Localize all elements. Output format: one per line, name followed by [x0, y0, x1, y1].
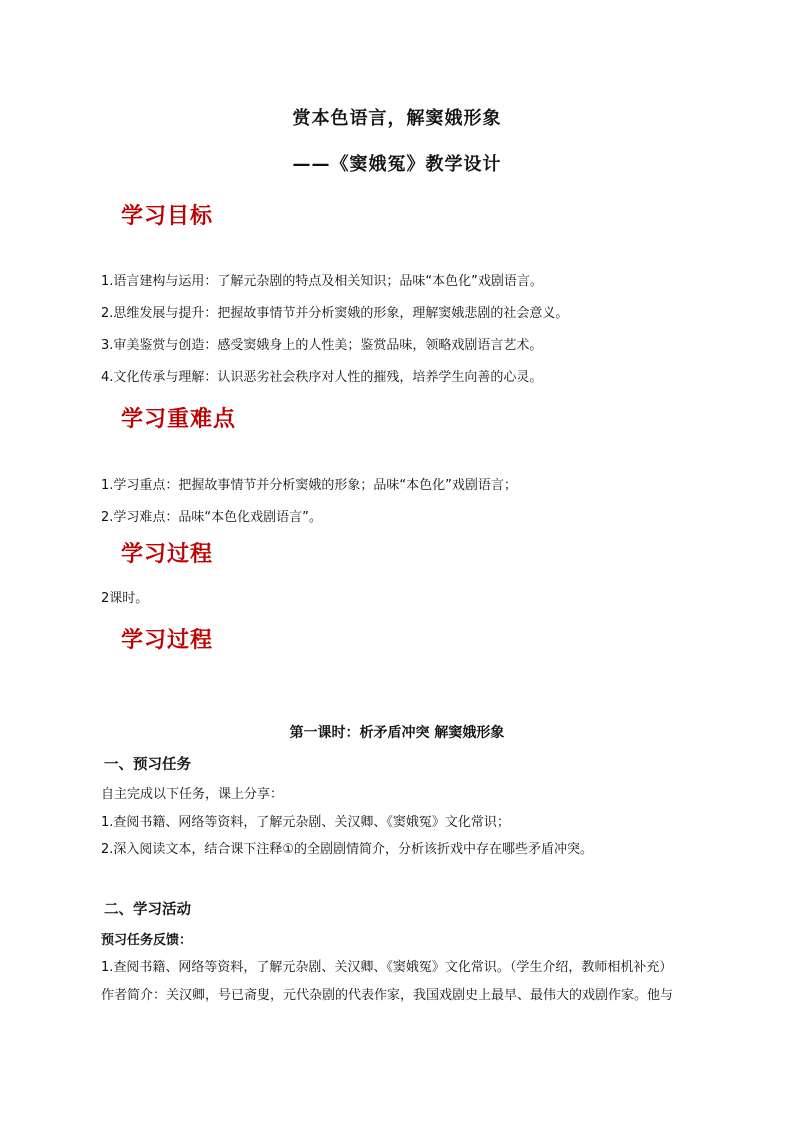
preview-item: 1.查阅书籍、网络等资料，了解元杂剧、关汉卿、《窦娥冤》文化常识； [101, 815, 510, 830]
section-heading-objectives: 学习目标 [121, 203, 214, 229]
section-heading-process: 学习过程 [121, 541, 214, 567]
activity-heading: 二、学习活动 [104, 902, 191, 918]
activity-item: 1.查阅书籍、网络等资料，了解元杂剧、关汉卿、《窦娥冤》文化常识。（学生介绍，教师相机补充） [101, 960, 673, 975]
preview-heading: 一、预习任务 [104, 757, 191, 773]
document-title: 赏本色语言，解窦娥形象 [292, 108, 502, 129]
section-heading-keypoints: 学习重难点 [121, 406, 237, 432]
lesson-title: 第一课时：析矛盾冲突 解窦娥形象 [289, 725, 505, 741]
keypoint-item: 1.学习重点：把握故事情节并分析窦娥的形象；品味“本色化”戏剧语言； [101, 478, 517, 493]
document-subtitle: ——《窦娥冤》教学设计 [292, 154, 502, 175]
preview-item: 2.深入阅读文本，结合课下注释①的全剧剧情简介，分析该折戏中存在哪些矛盾冲突。 [101, 842, 594, 857]
objective-item: 2.思维发展与提升：把握故事情节并分析窦娥的形象，理解窦娥悲剧的社会意义。 [101, 306, 569, 321]
objective-item: 3.审美鉴赏与创造：感受窦娥身上的人性美；鉴赏品味，领略戏剧语言艺术。 [101, 338, 543, 353]
activity-item: 作者简介：关汉卿，号已斋叟，元代杂剧的代表作家，我国戏剧史上最早、最伟大的戏剧作家。他与 [101, 988, 674, 1003]
objective-item: 1.语言建构与运用：了解元杂剧的特点及相关知识；品味“本色化”戏剧语言。 [101, 274, 543, 289]
section-heading-process-2: 学习过程 [121, 627, 214, 653]
objective-item: 4.文化传承与理解：认识恶劣社会秩序对人性的摧残，培养学生向善的心灵。 [101, 370, 543, 385]
preview-item: 自主完成以下任务，课上分享： [101, 787, 284, 802]
feedback-label: 预习任务反馈： [101, 933, 193, 948]
keypoint-item: 2.学习难点：品味“本色化戏剧语言”。 [101, 510, 322, 525]
process-text: 2课时。 [101, 591, 149, 606]
